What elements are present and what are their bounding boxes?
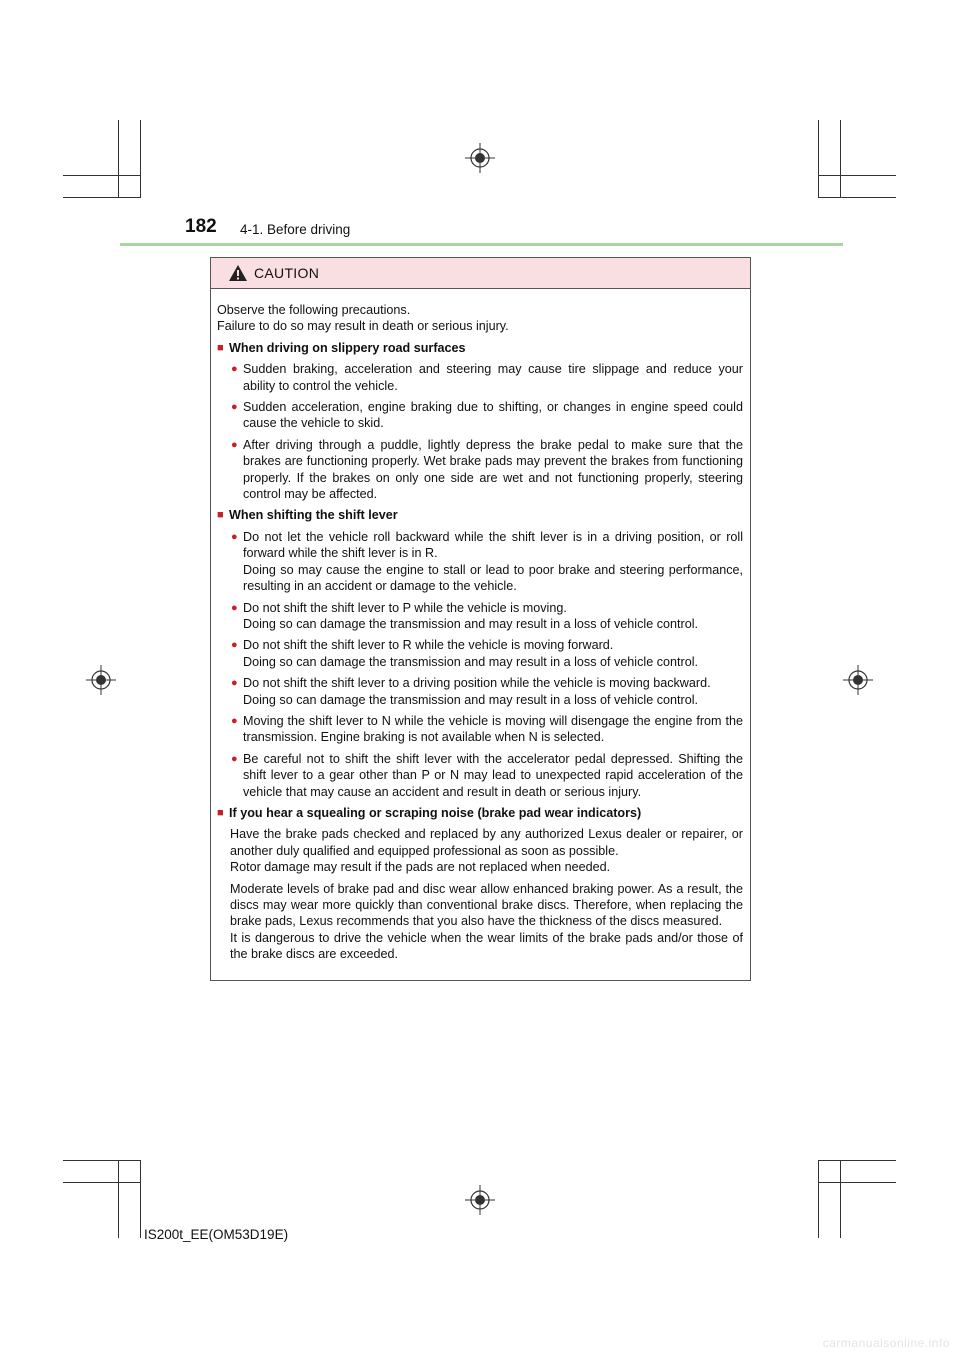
- paragraph: Have the brake pads checked and replaced by any authorized Lexus dealer or repairer, or another duly qualified and equipped professional as soon as possible. Rotor damage may result if the pads are not replaced when needed.: [230, 827, 743, 875]
- crop-mark: [118, 1160, 119, 1238]
- bullet-dot-icon: ●: [231, 752, 238, 765]
- crop-mark: [818, 175, 896, 176]
- section-title: 4-1. Before driving: [240, 222, 351, 237]
- list-item: ● Do not shift the shift lever to a driving position while the vehicle is moving backward. Doing so can damage the transmission and may result in a loss of vehicle control.: [231, 676, 711, 707]
- caution-box: [210, 257, 751, 981]
- registration-mark-icon: [843, 665, 873, 695]
- crop-mark: [818, 1160, 896, 1161]
- document-code: IS200t_EE(OM53D19E): [144, 1227, 289, 1242]
- crop-mark: [140, 1160, 141, 1238]
- header-rule: [120, 243, 843, 246]
- caution-title: CAUTION: [254, 265, 320, 281]
- list-item: ● Do not let the vehicle roll backward while the shift lever is in a driving position, or roll forward while the shift lever is in R. Doing so may cause the engine to stall or lead to poor brake and steering performance, resulting in an accident or damage to the vehicle.: [231, 529, 743, 594]
- square-bullet-icon: ■: [217, 509, 224, 522]
- bullet-dot-icon: ●: [231, 639, 238, 652]
- crop-mark: [63, 197, 141, 198]
- crop-mark: [840, 120, 841, 198]
- section-heading: ■ When shifting the shift lever: [217, 508, 398, 523]
- crop-mark: [63, 175, 141, 176]
- caution-header: [211, 258, 750, 289]
- crop-mark: [818, 1160, 819, 1238]
- registration-mark-icon: [465, 143, 495, 173]
- intro-line: Observe the following precautions.: [217, 303, 411, 317]
- section-heading: ■ When driving on slippery road surfaces: [217, 340, 466, 355]
- crop-mark: [818, 120, 819, 198]
- list-item: ● Sudden acceleration, engine braking due to shifting, or changes in engine speed could cause the vehicle to skid.: [231, 400, 743, 431]
- bullet-dot-icon: ●: [231, 438, 238, 451]
- page-header: [185, 216, 585, 244]
- bullet-dot-icon: ●: [231, 530, 238, 543]
- registration-mark-icon: [86, 665, 116, 695]
- caution-intro: [217, 302, 743, 335]
- warning-triangle-icon: [228, 264, 248, 282]
- crop-mark: [118, 120, 119, 198]
- caution-body: [211, 289, 750, 963]
- list-item: ● Do not shift the shift lever to R while the vehicle is moving forward. Doing so can damage the transmission and may result in a loss of vehicle control.: [231, 638, 699, 669]
- square-bullet-icon: ■: [217, 806, 224, 819]
- list-item: ● Do not shift the shift lever to P while the vehicle is moving. Doing so can damage the transmission and may result in a loss of vehicle control.: [231, 600, 699, 631]
- crop-mark: [140, 120, 141, 198]
- bullet-dot-icon: ●: [231, 714, 238, 727]
- bullet-dot-icon: ●: [231, 601, 238, 614]
- list-item: ● Moving the shift lever to N while the vehicle is moving will disengage the engine from the transmission. Engine braking is not available when N is selected.: [231, 713, 743, 745]
- registration-mark-icon: [465, 1185, 495, 1215]
- paragraph: Moderate levels of brake pad and disc wear allow enhanced braking power. As a result, the discs may wear more quickly than conventional brake discs. Therefore, when replacing the brake pads, Lexus recommends that you also have the thickness of the discs measured. It is dangerous to drive the vehicle when the wear limits of the brake pads and/or those of the brake discs are exceeded.: [230, 881, 743, 962]
- crop-mark: [63, 1160, 141, 1161]
- list-item: ● Be careful not to shift the shift lever with the accelerator pedal depressed. Shifting the shift lever to a gear other than P or N may lead to unexpected rapid acceleration of the vehicle that may cause an accident and result in death or serious injury.: [231, 751, 743, 799]
- watermark: carmanualsonline.info: [822, 1336, 950, 1350]
- list-item: ● After driving through a puddle, lightly depress the brake pedal to make sure that the brakes are functioning properly. Wet brake pads may prevent the brakes from functioning properly. If the brakes on only one side are wet and not functioning properly, steering control may be affected.: [231, 437, 743, 502]
- intro-line: Failure to do so may result in death or serious injury.: [217, 319, 509, 334]
- crop-mark: [818, 197, 896, 198]
- crop-mark: [818, 1182, 896, 1183]
- list-item: ● Sudden braking, acceleration and steering may cause tire slippage and reduce your ability to control the vehicle.: [231, 362, 743, 393]
- square-bullet-icon: ■: [217, 341, 224, 354]
- section-heading: ■ If you hear a squealing or scraping noise (brake pad wear indicators): [217, 805, 642, 820]
- bullet-dot-icon: ●: [231, 363, 238, 376]
- bullet-dot-icon: ●: [231, 677, 238, 690]
- crop-mark: [63, 1182, 141, 1183]
- bullet-dot-icon: ●: [231, 401, 238, 414]
- page-number: 182: [185, 216, 217, 237]
- crop-mark: [840, 1160, 841, 1238]
